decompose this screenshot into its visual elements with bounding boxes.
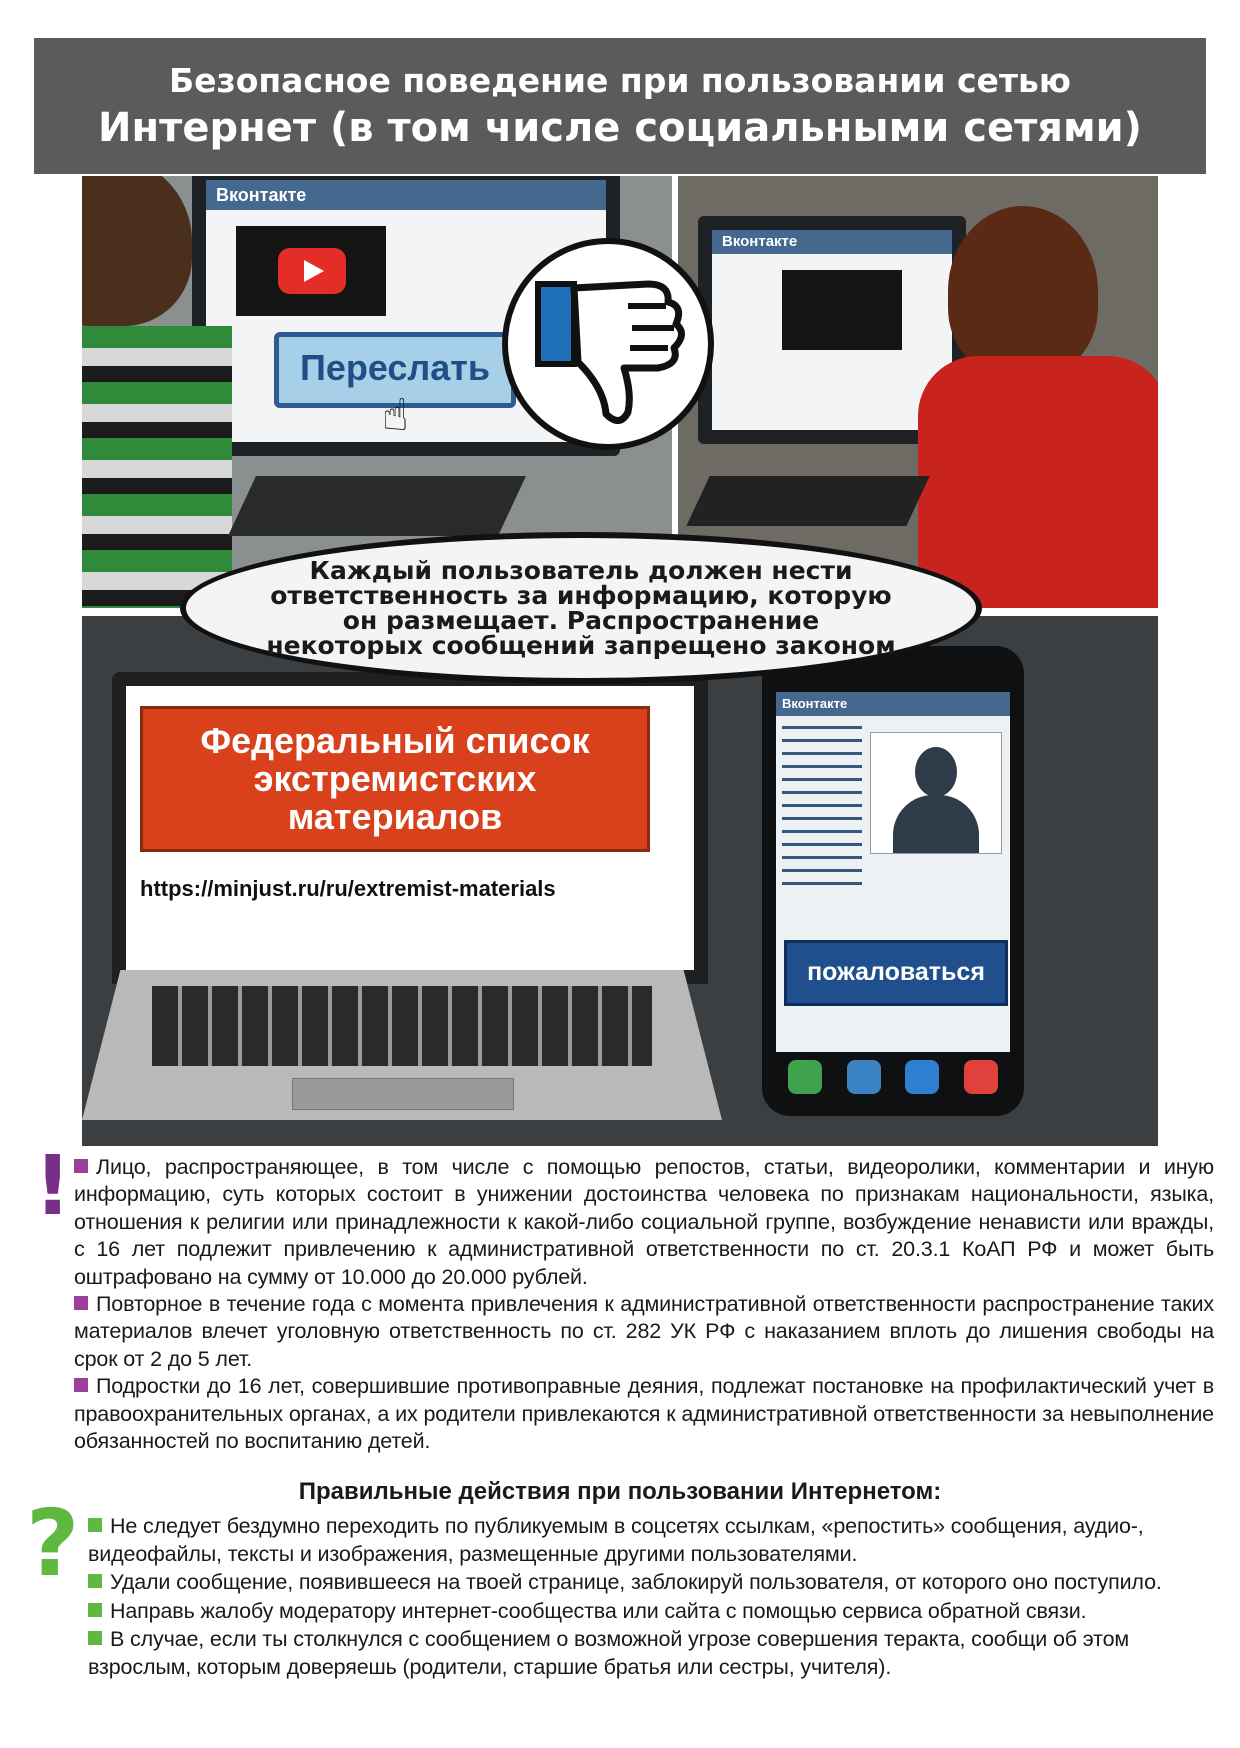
mail-icon — [847, 1060, 881, 1094]
green-bullet-icon — [88, 1603, 102, 1617]
exclamation-mark-icon: ! — [34, 1139, 72, 1234]
panel-devices — [82, 616, 1158, 1146]
video-player — [236, 226, 386, 316]
hand-cursor-icon: ☝ — [382, 391, 409, 440]
laptop-keyboard-deck — [82, 970, 722, 1120]
action-item — [88, 1512, 1214, 1568]
browser-icon — [905, 1060, 939, 1094]
boy-left-head — [82, 176, 192, 326]
keyboard-left — [228, 476, 526, 536]
profile-photo — [870, 732, 1002, 854]
dislike-circle — [502, 238, 714, 450]
phone-dock — [776, 1060, 1010, 1100]
silhouette-body-icon — [893, 795, 979, 853]
video-player — [782, 270, 902, 350]
music-icon — [964, 1060, 998, 1094]
resend-button: Переслать — [274, 332, 516, 408]
laptop-screen — [112, 672, 708, 984]
action-text: В случае, если ты столкнулся с сообщением о возможной угрозе совершения теракта, сообщи об этом взрослым, которым доверяешь (родители, старшие братья или сестры, учителя). — [88, 1626, 1130, 1680]
smartphone — [762, 646, 1024, 1116]
boy-left-striped-shirt — [82, 326, 232, 608]
warning-text: Повторное в течение года с момента привлечения к административной ответственности распространение таких материалов влечет уголовную ответственность по ст. 282 УК РФ с наказанием вплоть до лишения свободы на срок от 2 до 5 лет. — [74, 1292, 1214, 1371]
title-line-2: Интернет (в том числе социальными сетями) — [98, 105, 1142, 151]
touchpad — [292, 1078, 514, 1110]
warning-item — [74, 1154, 1214, 1291]
green-bullet-icon — [88, 1574, 102, 1588]
extremist-line-3: материалов — [287, 796, 503, 837]
vk-logo: Вконтакте — [712, 230, 952, 254]
laptop-keys — [152, 986, 652, 1066]
green-bullet-icon — [88, 1518, 102, 1532]
vk-logo: Вконтакте — [206, 180, 606, 210]
illustration — [82, 176, 1158, 1146]
phone-call-icon — [788, 1060, 822, 1094]
phone-menu-list — [782, 726, 862, 886]
action-text: Удали сообщение, появившееся на твоей странице, заблокируй пользователя, от которого оно поступило. — [110, 1570, 1162, 1595]
action-item — [88, 1597, 1214, 1625]
keyboard-right — [686, 476, 929, 526]
action-item — [88, 1568, 1214, 1596]
warning-text: Подростки до 16 лет, совершившие противоправные деяния, подлежат постановке на профилактический учет в правоохранительных органах, а их родители привлекаются к административной ответственности за невыполнение обязанностей по воспитанию детей. — [74, 1374, 1214, 1454]
boy-right-red-shirt — [918, 356, 1158, 608]
thumbs-down-icon — [508, 244, 708, 444]
extremist-line-2: экстремистских — [253, 758, 537, 799]
action-item — [88, 1625, 1214, 1681]
extremist-list-banner — [140, 706, 650, 852]
purple-bullet-icon — [74, 1159, 88, 1173]
action-text: Направь жалобу модератору интернет-сообщества или сайта с помощью сервиса обратной связи. — [110, 1598, 1087, 1623]
boy-right-head — [948, 206, 1098, 376]
silhouette-head-icon — [915, 747, 957, 797]
title-banner — [34, 38, 1206, 174]
speech-bubble — [180, 532, 982, 684]
phone-screen — [776, 692, 1010, 1052]
warning-item — [74, 1373, 1214, 1455]
warning-text: Лицо, распространяющее, в том числе с помощью репостов, статьи, видеоролики, комментарии и иную информацию, суть которых состоит в унижении достоинства человека по признакам национальности, языка, отношения к религии или принадлежности к какой-либо социальной группе, возбуждение ненависти или вражды, с 16 лет подлежит привлечению к административной ответственности по ст. 20.3.1 КоАП РФ и может быть оштрафовано на сумму от 10.000 до 20.000 рублей. — [74, 1155, 1214, 1289]
purple-bullet-icon — [74, 1296, 88, 1310]
actions-heading: Правильные действия при пользовании Интернетом: — [298, 1478, 942, 1505]
extremist-url: https://minjust.ru/ru/extremist-materials — [140, 876, 556, 901]
extremist-line-1: Федеральный список — [200, 720, 590, 761]
warning-item — [74, 1291, 1214, 1373]
youtube-play-icon — [278, 248, 346, 294]
actions-section — [88, 1512, 1214, 1681]
speech-bubble-text: Каждый пользователь должен нести ответственность за информацию, которую он размещает. Распространение некоторых сообщений запрещено законом — [266, 556, 896, 660]
phone-vk-logo: Вконтакте — [776, 692, 1010, 716]
green-bullet-icon — [88, 1631, 102, 1645]
question-mark-icon: ? — [26, 1490, 80, 1597]
report-button: пожаловаться — [784, 940, 1008, 1006]
purple-bullet-icon — [74, 1378, 88, 1392]
action-text: Не следует бездумно переходить по публикуемым в соцсетях ссылкам, «репостить» сообщения, аудио-, видеофайлы, тексты и изображения, размещенные другими пользователями. — [88, 1514, 1144, 1567]
warnings-section — [74, 1154, 1214, 1455]
title-line-1: Безопасное поведение при пользовании сетью — [168, 61, 1071, 100]
